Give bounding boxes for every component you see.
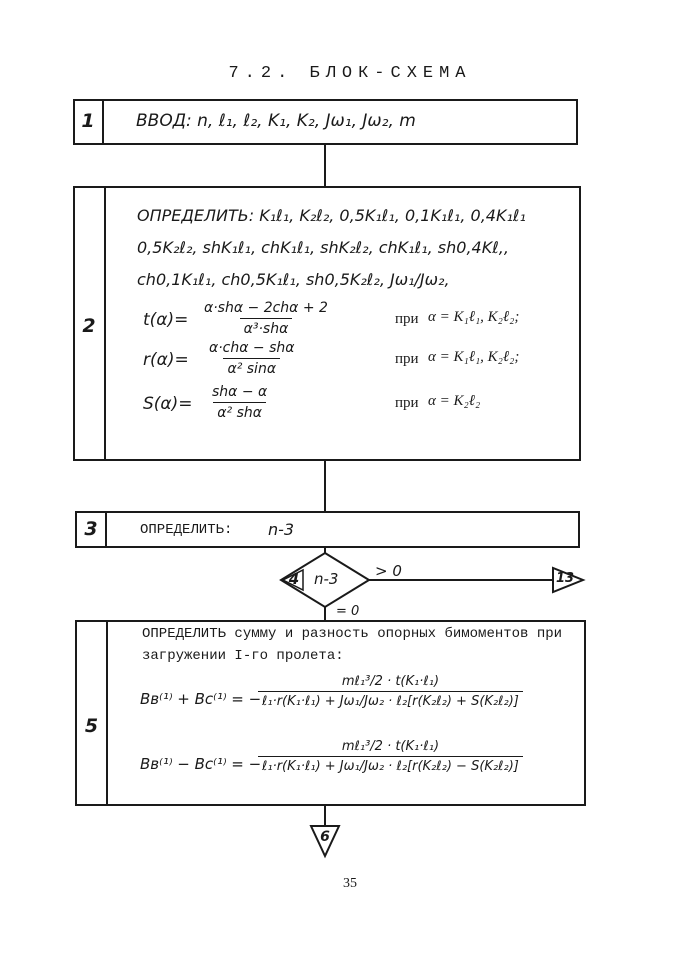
formula-t-denominator: α³·shα	[240, 318, 293, 337]
block-5-formula-2-numerator: mℓ₁³/2 · t(K₁·ℓ₁)	[341, 739, 440, 754]
block-2-number: 2	[82, 315, 96, 337]
block-3-label: ОПРЕДЕЛИТЬ:	[140, 522, 233, 538]
formula-r-cond: α = K₁ℓ₁, K₂ℓ₂;	[428, 349, 520, 365]
block-2-line-2: 0,5K₂ℓ₂, shK₁ℓ₁, chK₁ℓ₁, shK₂ℓ₂, chK₁ℓ₁, sh0,4Kℓ,,	[137, 238, 509, 257]
formula-r-numerator: α·chα − shα	[209, 340, 295, 356]
block-5-formula-1-denominator: ℓ₁·r(K₁·ℓ₁) + Jω₁/Jω₂ · ℓ₂[r(K₂ℓ₂) + S(K₂ℓ₂)]	[258, 691, 523, 709]
block-5-text-1: ОПРЕДЕЛИТЬ сумму и разность опорных бимоментов при	[142, 626, 563, 642]
block-5-number: 5	[84, 715, 99, 737]
block-5-formula-1-numerator: mℓ₁³/2 · t(K₁·ℓ₁)	[341, 674, 440, 689]
block-5-formula-2-fraction	[258, 739, 523, 774]
formula-s-numerator: shα − α	[212, 384, 268, 400]
formula-s-fraction	[208, 384, 271, 421]
formula-r-denominator: α² sinα	[223, 358, 280, 377]
formula-t-numerator: α·shα − 2chα + 2	[204, 300, 328, 316]
block-1-text: ВВОД: n, ℓ₁, ℓ₂, K₁, K₂, Jω₁, Jω₂, m	[136, 111, 416, 131]
block-3-value: n-3	[268, 520, 295, 539]
block-1-number: 1	[81, 110, 95, 132]
block-2-line-3: ch0,1K₁ℓ₁, ch0,5K₁ℓ₁, sh0,5K₂ℓ₂, Jω₁/Jω₂,	[137, 270, 450, 289]
formula-r-fraction	[205, 340, 299, 377]
block-5-formula-1-fraction	[258, 674, 523, 709]
formula-s-denominator: α² shα	[213, 402, 266, 421]
formula-t-fraction	[200, 300, 332, 337]
formula-s-lhs: S(α)=	[143, 394, 193, 414]
formula-t-lhs: t(α)=	[143, 310, 189, 330]
block-5-formula-1-lhs: Bв⁽¹⁾ + Bс⁽¹⁾ = −	[140, 690, 262, 708]
block-4-condition: n-3	[314, 570, 339, 588]
block-5-text-2: загружении I-го пролета:	[142, 648, 344, 664]
block-4-number: 4	[288, 570, 300, 588]
formula-s-cond-pre: при	[395, 395, 419, 411]
formula-t-cond: α = K₁ℓ₁, K₂ℓ₂;	[428, 309, 520, 325]
off-page-connector-13-label: 13	[555, 571, 575, 586]
page-number: 35	[343, 876, 357, 891]
block-2-line-1: ОПРЕДЕЛИТЬ: K₁ℓ₁, K₂ℓ₂, 0,5K₁ℓ₁, 0,1K₁ℓ₁, 0,4K₁ℓ₁	[137, 206, 526, 225]
formula-t-cond-pre: при	[395, 311, 419, 327]
page-title: 7.2. БЛОК-СХЕМА	[228, 64, 472, 83]
off-page-connector-6-label: 6	[320, 829, 330, 845]
block-3-number: 3	[84, 518, 98, 540]
formula-r-lhs: r(α)=	[143, 350, 189, 370]
block-5-formula-2-lhs: Bв⁽¹⁾ − Bс⁽¹⁾ = −	[140, 755, 262, 773]
branch-gt-zero-label: > 0	[375, 562, 402, 580]
branch-eq-zero-label: = 0	[336, 604, 360, 619]
block-5-formula-2-denominator: ℓ₁·r(K₁·ℓ₁) + Jω₁/Jω₂ · ℓ₂[r(K₂ℓ₂) − S(K₂ℓ₂)]	[258, 756, 523, 774]
formula-r-cond-pre: при	[395, 351, 419, 367]
formula-s-cond: α = K₂ℓ₂	[428, 393, 481, 409]
